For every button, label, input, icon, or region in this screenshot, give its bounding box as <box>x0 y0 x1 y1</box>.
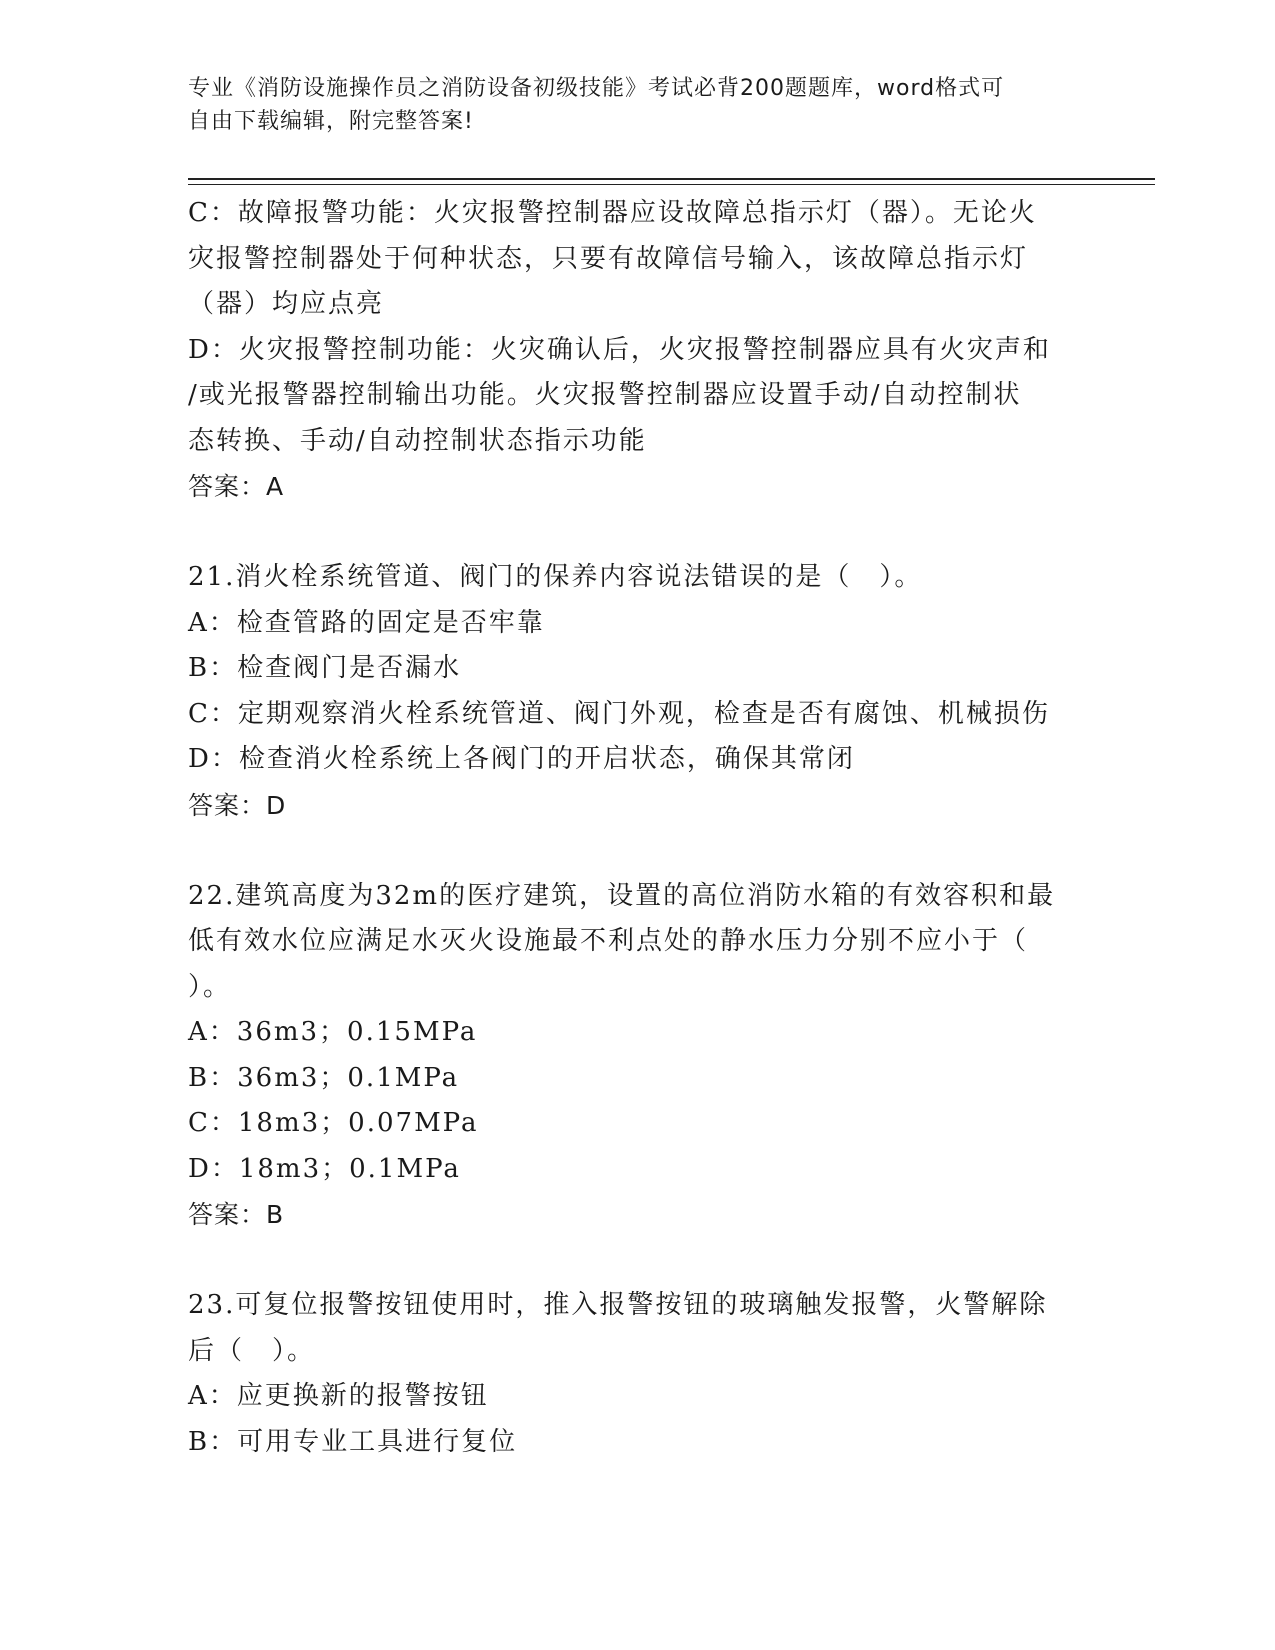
q21-option-a: A：检查管路的固定是否牢靠 <box>188 607 545 638</box>
prev-option-c-line-3: （器）均应点亮 <box>188 289 385 319</box>
prev-option-d-line-3: 态转换、手动/自动控制状态指示功能 <box>188 425 647 456</box>
q22-option-c: C：18m3；0.07MPa <box>188 1108 479 1138</box>
q22-stem-line-3: ）。 <box>188 971 232 1002</box>
header-divider-thick <box>188 178 1155 180</box>
q23-option-b: B：可用专业工具进行复位 <box>188 1426 518 1457</box>
q23-option-a: A：应更换新的报警按钮 <box>188 1381 489 1411</box>
q22-stem-line-1: 22.建筑高度为32m的医疗建筑，设置的高位消防水箱的有效容积和最 <box>188 880 1056 911</box>
question-21 <box>188 555 1088 828</box>
prev-answer: 答案：A <box>188 472 285 501</box>
q21-stem: 21.消火栓系统管道、阀门的保养内容说法错误的是（ ）。 <box>188 562 923 592</box>
prev-option-d-line-1: D：火灾报警控制功能：火灾确认后，火灾报警控制器应具有火灾声和 <box>188 334 1051 365</box>
question-content <box>188 191 1088 1465</box>
prev-option-c-line-2: 灾报警控制器处于何种状态，只要有故障信号输入，该故障总指示灯 <box>188 243 1029 274</box>
spacer <box>188 828 1088 874</box>
q22-option-d: D：18m3；0.1MPa <box>188 1153 461 1184</box>
q23-stem-line-1: 23.可复位报警按钮使用时，推入报警按钮的玻璃触发报警，火警解除 <box>188 1290 1048 1320</box>
prev-option-c-line-1: C：故障报警功能：火灾报警控制器应设故障总指示灯（器）。无论火 <box>188 198 1037 228</box>
header-line-1: 专业《消防设施操作员之消防设备初级技能》考试必背200题题库，word格式可 <box>188 76 1005 101</box>
q22-answer: 答案：B <box>188 1200 285 1229</box>
spacer <box>188 510 1088 556</box>
question-22 <box>188 874 1088 1238</box>
q21-answer: 答案：D <box>188 790 287 820</box>
q22-option-b: B：36m3；0.1MPa <box>188 1062 460 1093</box>
q21-option-c: C：定期观察消火栓系统管道、阀门外观，检查是否有腐蚀、机械损伤 <box>188 698 1050 729</box>
q23-stem-line-2: 后（ ）。 <box>188 1335 316 1366</box>
header-line-2: 自由下载编辑，附完整答案! <box>188 109 474 134</box>
document-header <box>188 72 1088 138</box>
header-divider-thin <box>188 184 1155 185</box>
spacer <box>188 1238 1088 1284</box>
question-23 <box>188 1283 1088 1465</box>
q21-option-b: B：检查阀门是否漏水 <box>188 653 462 683</box>
prev-question-block <box>188 191 1088 510</box>
prev-option-d-line-2: /或光报警器控制输出功能。火灾报警控制器应设置手动/自动控制状 <box>188 380 1022 410</box>
q22-option-a: A：36m3；0.15MPa <box>188 1017 478 1047</box>
q21-option-d: D：检查消火栓系统上各阀门的开启状态，确保其常闭 <box>188 744 855 774</box>
q22-stem-line-2: 低有效水位应满足水灭火设施最不利点处的静水压力分别不应小于（ <box>188 926 1029 956</box>
